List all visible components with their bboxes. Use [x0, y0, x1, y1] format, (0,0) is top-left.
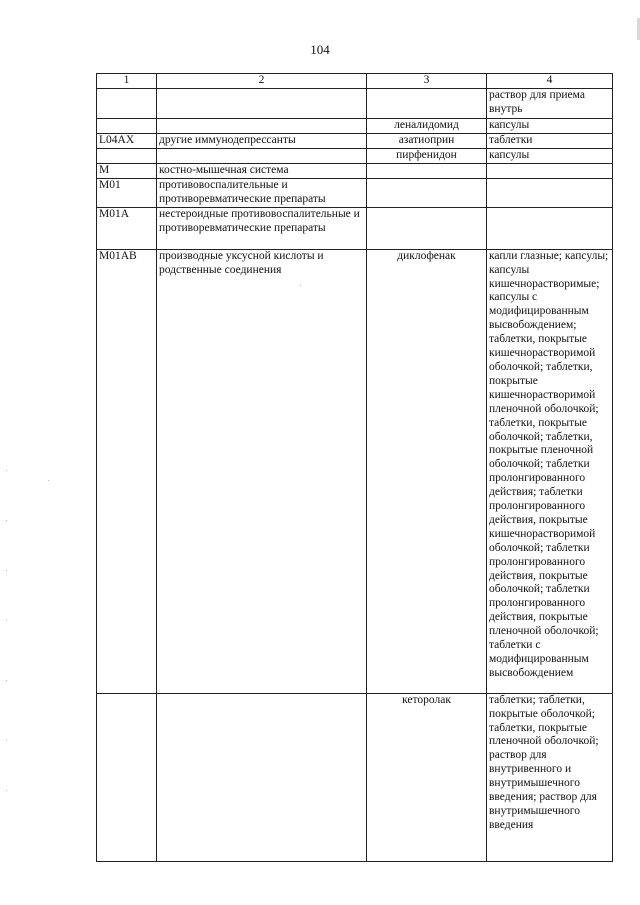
- dosage-form-cell: раствор для приема внутрь: [487, 89, 613, 119]
- atc-code-cell: [97, 119, 157, 134]
- substance-cell: [367, 89, 487, 119]
- scan-dot: [6, 790, 7, 791]
- column-header: 2: [157, 74, 367, 89]
- atc-code-cell: M01A: [97, 207, 157, 249]
- scan-dot: [6, 740, 7, 741]
- table-row: [97, 134, 613, 149]
- dosage-form-cell: капли глазные; капсулы; капсулы кишечнорастворимые; капсулы с модифицированным высвобождением; таблетки, покрытые кишечнорастворимой оболочкой; таблетки, покрытые кишечнорастворимой пленочной оболочкой; таблетки, покрытые оболочкой; таблетки, покрытые пленочной оболочкой; таблетки пролонгированного действия; таблетки пролонгированного действия, покрытые кишечнорастворимой оболочкой; таблетки пролонгированного действия, покрытые оболочкой; таблетки пролонгированного действия, покрытые пленочной оболочкой; таблетки с модифицированным высвобождением: [487, 249, 613, 693]
- dosage-form-cell: таблетки: [487, 134, 613, 149]
- atc-code-cell: [97, 149, 157, 164]
- table-row: [97, 89, 613, 119]
- substance-cell: кеторолак: [367, 693, 487, 861]
- table-row: [97, 164, 613, 179]
- scan-dot: [48, 480, 49, 481]
- scan-dot: [6, 520, 7, 521]
- atc-code-cell: M: [97, 164, 157, 179]
- atc-code-cell: M01: [97, 178, 157, 207]
- group-name-cell: другие иммунодепрессанты: [157, 134, 367, 149]
- group-name-cell: противовоспалительные и противоревматические препараты: [157, 178, 367, 207]
- group-name-cell: [157, 149, 367, 164]
- table-header-row: [97, 74, 613, 89]
- table-row: [97, 207, 613, 249]
- atc-code-cell: L04AX: [97, 134, 157, 149]
- table-row: [97, 249, 613, 693]
- atc-code-cell: M01AB: [97, 249, 157, 693]
- substance-cell: пирфенидон: [367, 149, 487, 164]
- column-header: 4: [487, 74, 613, 89]
- dosage-form-cell: [487, 178, 613, 207]
- table-row: [97, 119, 613, 134]
- group-name-cell: [157, 89, 367, 119]
- table-row: [97, 693, 613, 861]
- column-header: 1: [97, 74, 157, 89]
- substance-cell: диклофенак: [367, 249, 487, 693]
- page-number: 104: [310, 42, 330, 57]
- scan-dot: [6, 570, 7, 571]
- group-name-cell: нестероидные противовоспалительные и противоревматические препараты: [157, 207, 367, 249]
- dosage-form-cell: таблетки; таблетки, покрытые оболочкой; таблетки, покрытые пленочной оболочкой; раствор для внутривенного и внутримышечного введения; раствор для внутримышечного введения: [487, 693, 613, 861]
- substance-cell: [367, 164, 487, 179]
- group-name-cell: [157, 693, 367, 861]
- group-name-cell: костно-мышечная система: [157, 164, 367, 179]
- scan-dot: [6, 620, 7, 621]
- atc-code-cell: [97, 89, 157, 119]
- table-row: [97, 178, 613, 207]
- dosage-form-cell: [487, 207, 613, 249]
- atc-code-cell: [97, 693, 157, 861]
- column-header: 3: [367, 74, 487, 89]
- dosage-form-cell: капсулы: [487, 149, 613, 164]
- dosage-form-cell: [487, 164, 613, 179]
- medication-table: [96, 73, 613, 862]
- substance-cell: леналидомид: [367, 119, 487, 134]
- substance-cell: [367, 207, 487, 249]
- substance-cell: азатиоприн: [367, 134, 487, 149]
- group-name-cell: производные уксусной кислоты и родственные соединения: [157, 249, 367, 693]
- table-row: [97, 149, 613, 164]
- scan-dot: [6, 470, 7, 471]
- dosage-form-cell: капсулы: [487, 119, 613, 134]
- substance-cell: [367, 178, 487, 207]
- group-name-cell: [157, 119, 367, 134]
- scan-dot: [6, 680, 7, 681]
- scan-dot: [300, 285, 301, 286]
